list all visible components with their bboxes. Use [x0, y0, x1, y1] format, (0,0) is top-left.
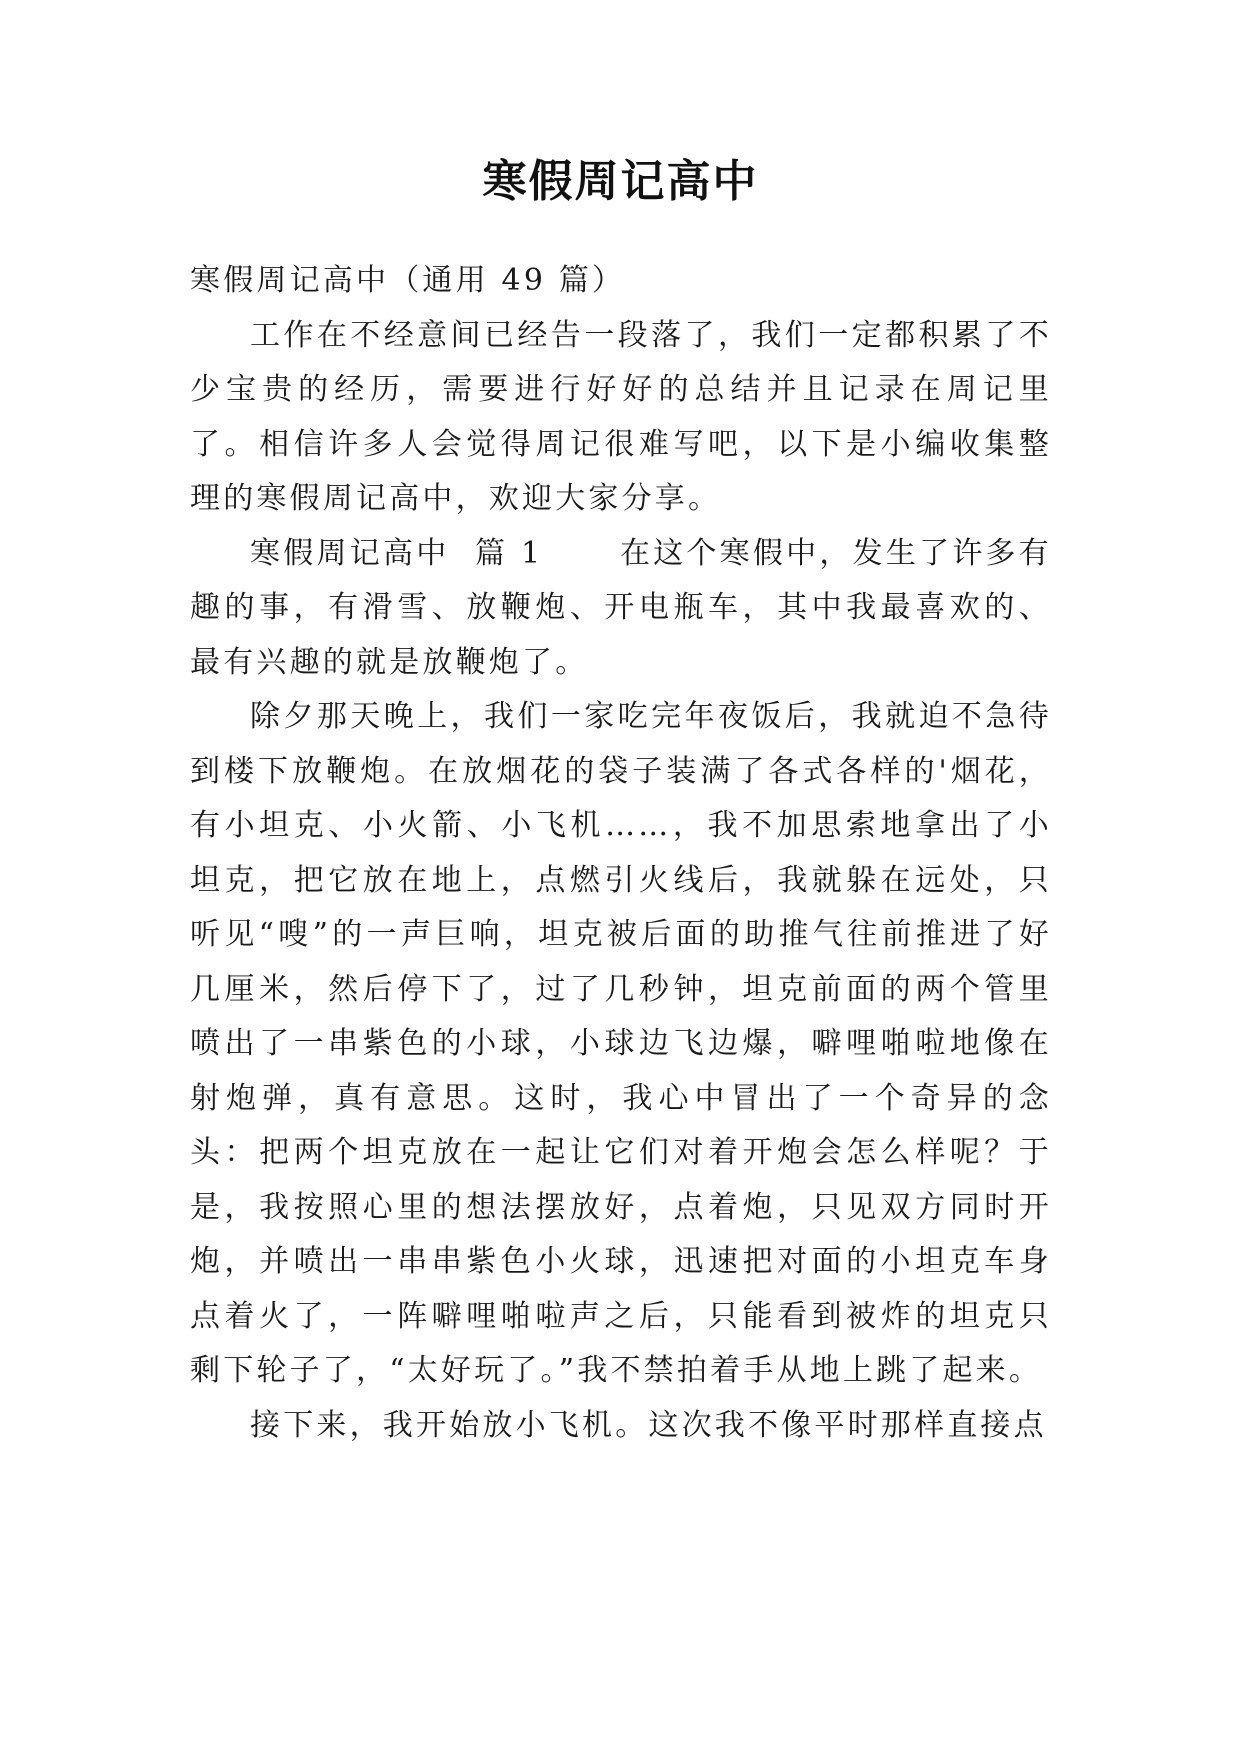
- section-paragraph: [190, 527, 1052, 691]
- section-paragraph-text: 在这个寒假中，发生了许多有趣的事，有滑雪、放鞭炮、开电瓶车，其中我最喜欢的、最有兴趣的就是放鞭炮了。: [190, 535, 1052, 680]
- document-subtitle: 寒假周记高中（通用 49 篇）: [190, 263, 626, 298]
- page-title: 寒假周记高中: [482, 156, 759, 207]
- section-heading: 寒假周记高中 篇 1: [250, 535, 544, 571]
- document-body: [190, 254, 1052, 1453]
- body-paragraph: 除夕那天晚上，我们一家吃完年夜饭后，我就迫不急待到楼下放鞭炮。在放烟花的袋子装满了各式各样的'烟花，有小坦克、小火箭、小飞机……，我不加思索地拿出了小坦克，把它放在地上，点燃引火线后，我就躲在远处，只听见“嗖”的一声巨响，坦克被后面的助推气往前推进了好几厘米，然后停下了，过了几秒钟，坦克前面的两个管里喷出了一串紫色的小球，小球边飞边爆，噼哩啪啦地像在射炮弹，真有意思。这时，我心中冒出了一个奇异的念头：把两个坦克放在一起让它们对着开炮会怎么样呢？于是，我按照心里的想法摆放好，点着炮，只见双方同时开炮，并喷出一串串紫色小火球，迅速把对面的小坦克车身点着火了，一阵噼哩啪啦声之后，只能看到被炸的坦克只剩下轮子了，“太好玩了。”我不禁拍着手从地上跳了起来。: [190, 699, 1052, 1388]
- body-paragraph: 接下来，我开始放小飞机。这次我不像平时那样直接点: [250, 1407, 1047, 1443]
- intro-paragraph: 工作在不经意间已经告一段落了，我们一定都积累了不少宝贵的经历，需要进行好好的总结并且记录在周记里了。相信许多人会觉得周记很难写吧，以下是小编收集整理的寒假周记高中，欢迎大家分享。: [190, 317, 1052, 516]
